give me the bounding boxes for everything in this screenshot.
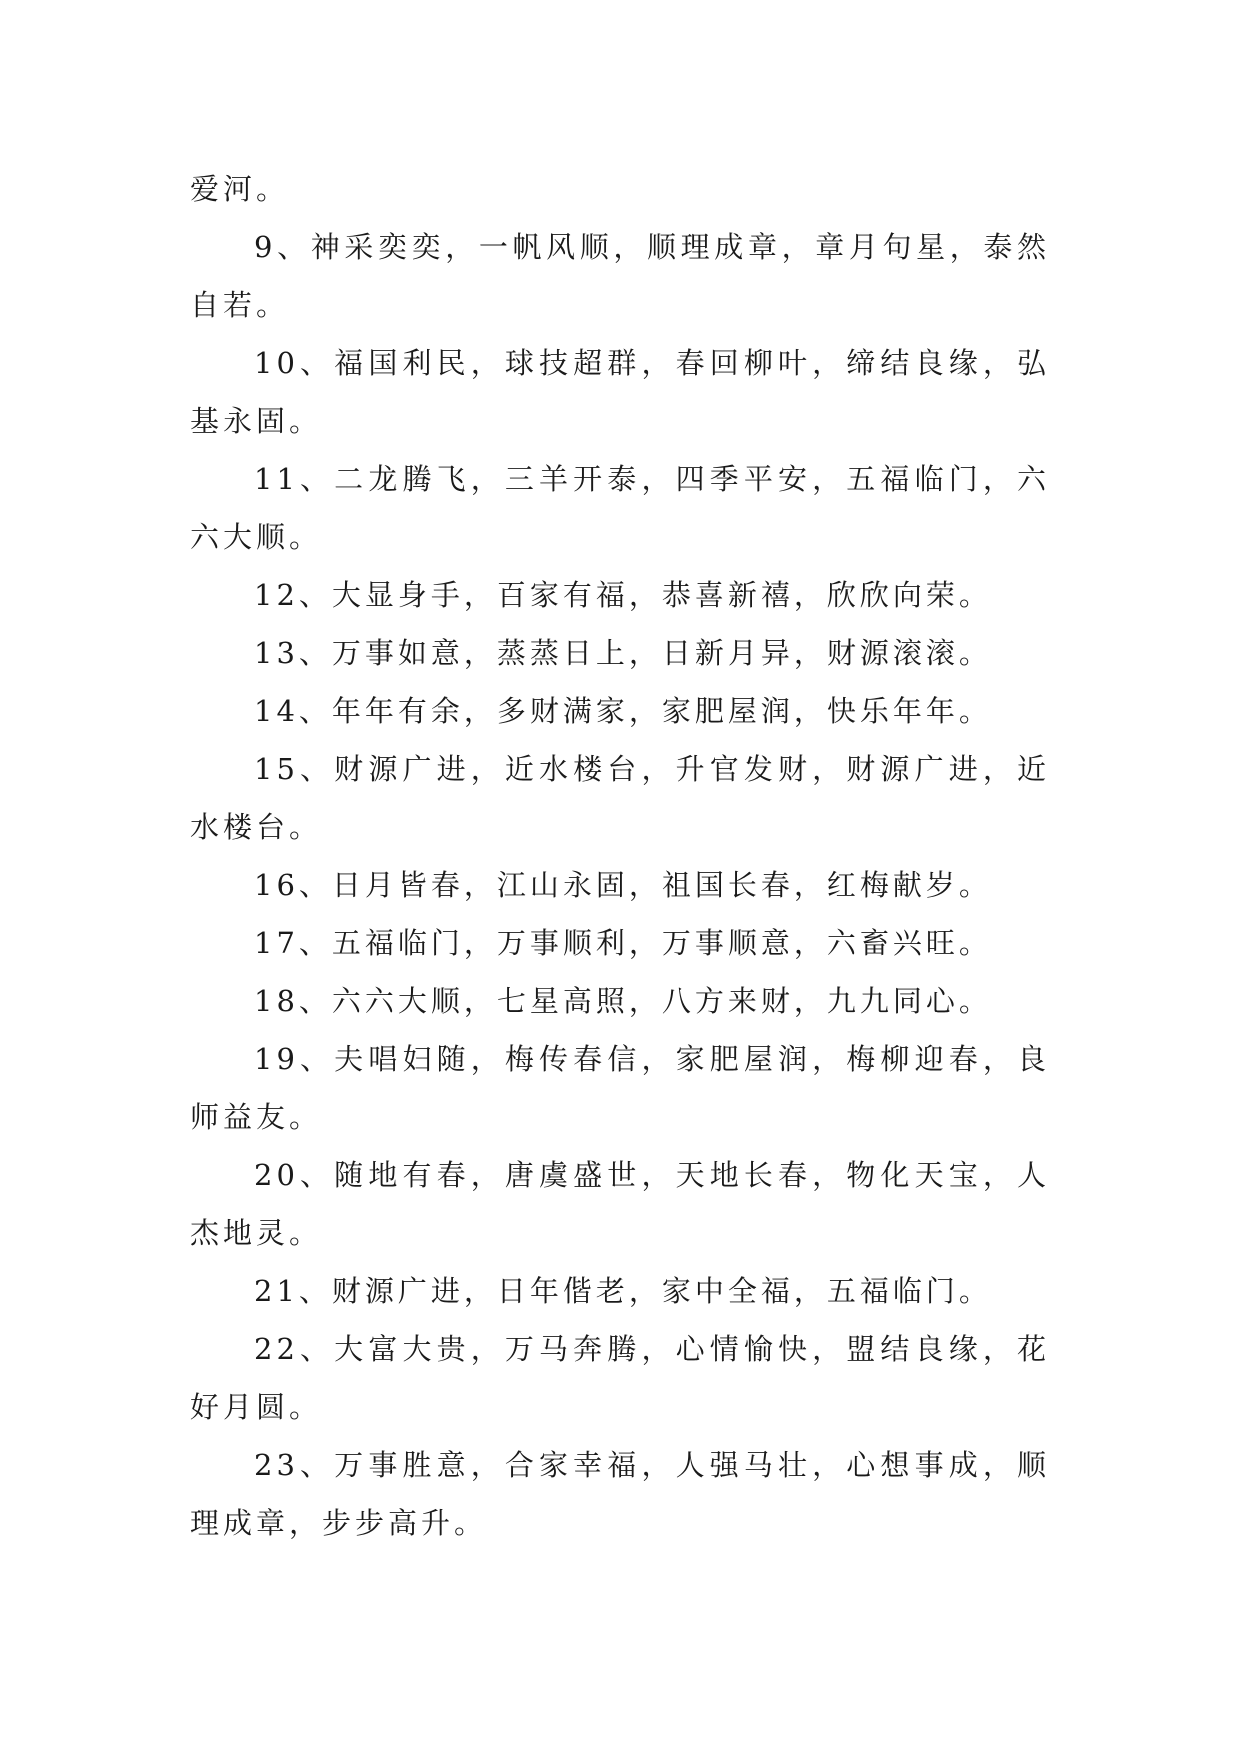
list-item: 9、神采奕奕，一帆风顺，顺理成章，章月句星，泰然自若。 <box>190 230 1050 322</box>
list-item: 22、大富大贵，万马奔腾，心情愉快，盟结良缘，花好月圆。 <box>190 1332 1050 1424</box>
list-item: 20、随地有春，唐虞盛世，天地长春，物化天宝，人杰地灵。 <box>190 1158 1050 1250</box>
list-item: 14、年年有余，多财满家，家肥屋润，快乐年年。 <box>254 694 992 728</box>
list-item: 16、日月皆春，江山永固，祖国长春，红梅献岁。 <box>254 868 992 902</box>
document-body <box>190 160 1050 1552</box>
list-item: 12、大显身手，百家有福，恭喜新禧，欣欣向荣。 <box>254 578 992 612</box>
list-item: 19、夫唱妇随，梅传春信，家肥屋润，梅柳迎春，良师益友。 <box>190 1042 1050 1134</box>
list-item: 18、六六大顺，七星高照，八方来财，九九同心。 <box>254 984 992 1018</box>
list-item: 11、二龙腾飞，三羊开泰，四季平安，五福临门，六六大顺。 <box>190 462 1050 554</box>
list-item: 21、财源广进，日年偕老，家中全福，五福临门。 <box>254 1274 992 1308</box>
list-item: 17、五福临门，万事顺利，万事顺意，六畜兴旺。 <box>254 926 992 960</box>
list-item: 15、财源广进，近水楼台，升官发财，财源广进，近水楼台。 <box>190 752 1050 844</box>
list-item: 13、万事如意，蒸蒸日上，日新月异，财源滚滚。 <box>254 636 992 670</box>
paragraph-continuation: 爱河。 <box>190 172 290 206</box>
list-item: 10、福国利民，球技超群，春回柳叶，缔结良缘，弘基永固。 <box>190 346 1050 438</box>
list-item: 23、万事胜意，合家幸福，人强马壮，心想事成，顺理成章，步步高升。 <box>190 1448 1050 1540</box>
